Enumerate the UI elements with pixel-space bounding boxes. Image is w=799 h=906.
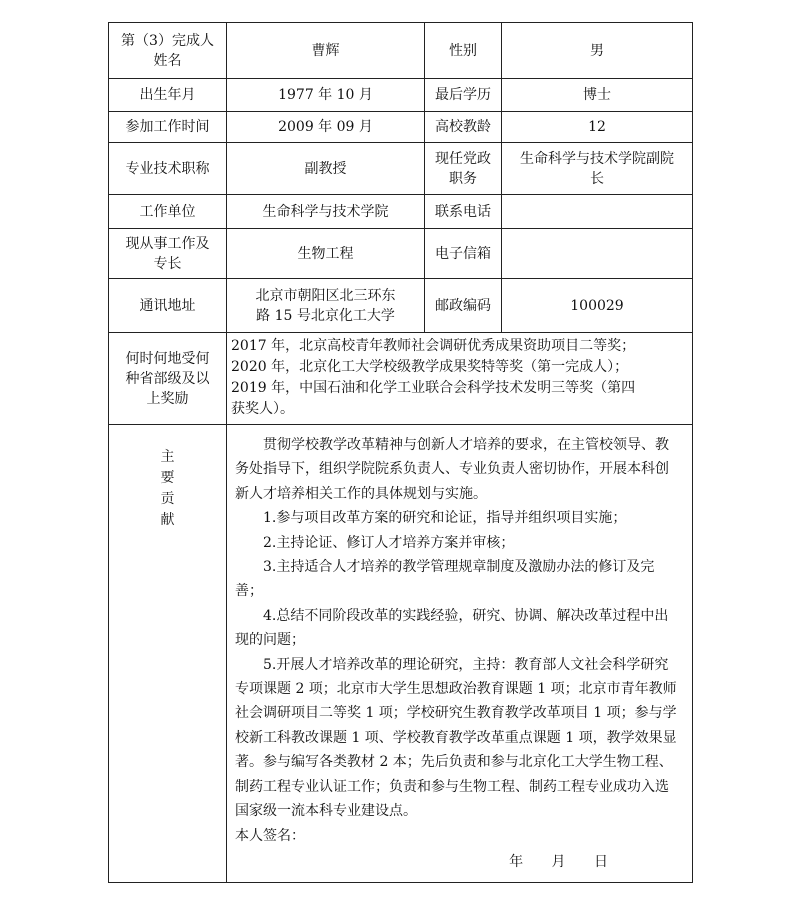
unit-label: 工作单位: [109, 195, 227, 229]
work-start-label: 参加工作时间: [109, 112, 227, 143]
contribution-paragraph: 4.总结不同阶段改革的实践经验，研究、协调、解决改革过程中出现的问题；: [235, 607, 669, 649]
date-day: 日: [594, 853, 608, 870]
phone-value: [502, 195, 693, 229]
phone-label: 联系电话: [425, 195, 502, 229]
specialty-label: 现从事工作及 专长: [109, 229, 227, 279]
degree-value: 博士: [502, 79, 693, 112]
signature-label: 本人签名：: [235, 827, 305, 844]
title-label: 专业技术职称: [109, 143, 227, 195]
table-row: [109, 229, 693, 279]
birth-value: 1977 年 10 月: [227, 79, 425, 112]
unit-value: 生命科学与技术学院: [227, 195, 425, 229]
contribution-paragraph: 贯彻学校教学改革精神与创新人才培养的要求，在主管校领导、教务处指导下，组织学院院系负责人、专业负责人密切协作，开展本科创新人才培养相关工作的具体规划与实施。: [235, 437, 669, 502]
contribution-paragraph: 5.开展人才培养改革的理论研究，主持：教育部人文社会科学研究专项课题 2 项；北京市大学生思想政治教育课题 1 项；北京市青年教师社会调研项目二等奖 1 项；学校研究生教育教学改革项目 1 项；参与学校新工科教改课题 1 项、学校教育教学改革重点课题 1 项，教学效果显著。参与编写各类教材 2 本；先后负责和参与北京化工大学生物工程、制药工程专业认证工作；负责和参与生物工程、制药工程专业成功入选国家级一流本科专业建设点。: [235, 656, 677, 820]
date-line: [235, 850, 682, 874]
award-line: 2019 年，中国石油和化学工业联合会科学技术发明三等奖（第四: [231, 380, 636, 396]
contribution-paragraph: 3.主持适合人才培养的教学管理规章制度及激励办法的修订及完善；: [235, 559, 655, 600]
postcode-label: 邮政编码: [425, 279, 502, 333]
position-value: 生命科学与技术学院副院 长: [502, 143, 693, 195]
specialty-value: 生物工程: [227, 229, 425, 279]
nominee-info-table: [108, 22, 693, 883]
award-line: 获奖人）。: [231, 401, 294, 417]
date-month: 月: [551, 853, 566, 870]
table-row: [109, 195, 693, 229]
work-start-value: 2009 年 09 月: [227, 112, 425, 143]
address-value: 北京市朝阳区北三环东 路 15 号北京化工大学: [227, 279, 425, 333]
table-row: [109, 112, 693, 143]
email-value: [502, 229, 693, 279]
degree-label: 最后学历: [425, 79, 502, 112]
address-label: 通讯地址: [109, 279, 227, 333]
date-year: 年: [509, 853, 524, 870]
teaching-years-label: 高校教龄: [425, 112, 502, 143]
gender-value: 男: [502, 23, 693, 79]
name-label: 第（3）完成人 姓名: [109, 23, 227, 79]
table-row: [109, 279, 693, 333]
table-row: [109, 333, 693, 425]
table-row: [109, 79, 693, 112]
teaching-years-value: 12: [502, 112, 693, 143]
email-label: 电子信箱: [425, 229, 502, 279]
contribution-paragraph: 1.参与项目改革方案的研究和论证，指导并组织项目实施；: [263, 510, 627, 527]
contribution-label: 主 要 贡 献: [109, 425, 227, 883]
table-row: [109, 425, 693, 883]
name-value: 曹辉: [227, 23, 425, 79]
awards-content: [227, 333, 693, 425]
title-value: 副教授: [227, 143, 425, 195]
gender-label: 性别: [425, 23, 502, 79]
award-line: 2020 年，北京化工大学校级教学成果奖特等奖（第一完成人）；: [231, 359, 629, 375]
contribution-paragraph: 2.主持论证、修订人才培养方案并审核；: [263, 534, 515, 551]
award-line: 2017 年，北京高校青年教师社会调研优秀成果资助项目二等奖；: [231, 338, 636, 354]
awards-label: 何时何地受何 种省部级及以 上奖励: [109, 333, 227, 425]
postcode-value: 100029: [502, 279, 693, 333]
birth-label: 出生年月: [109, 79, 227, 112]
position-label: 现任党政 职务: [425, 143, 502, 195]
table-row: [109, 23, 693, 79]
contribution-content: [227, 425, 693, 883]
table-row: [109, 143, 693, 195]
